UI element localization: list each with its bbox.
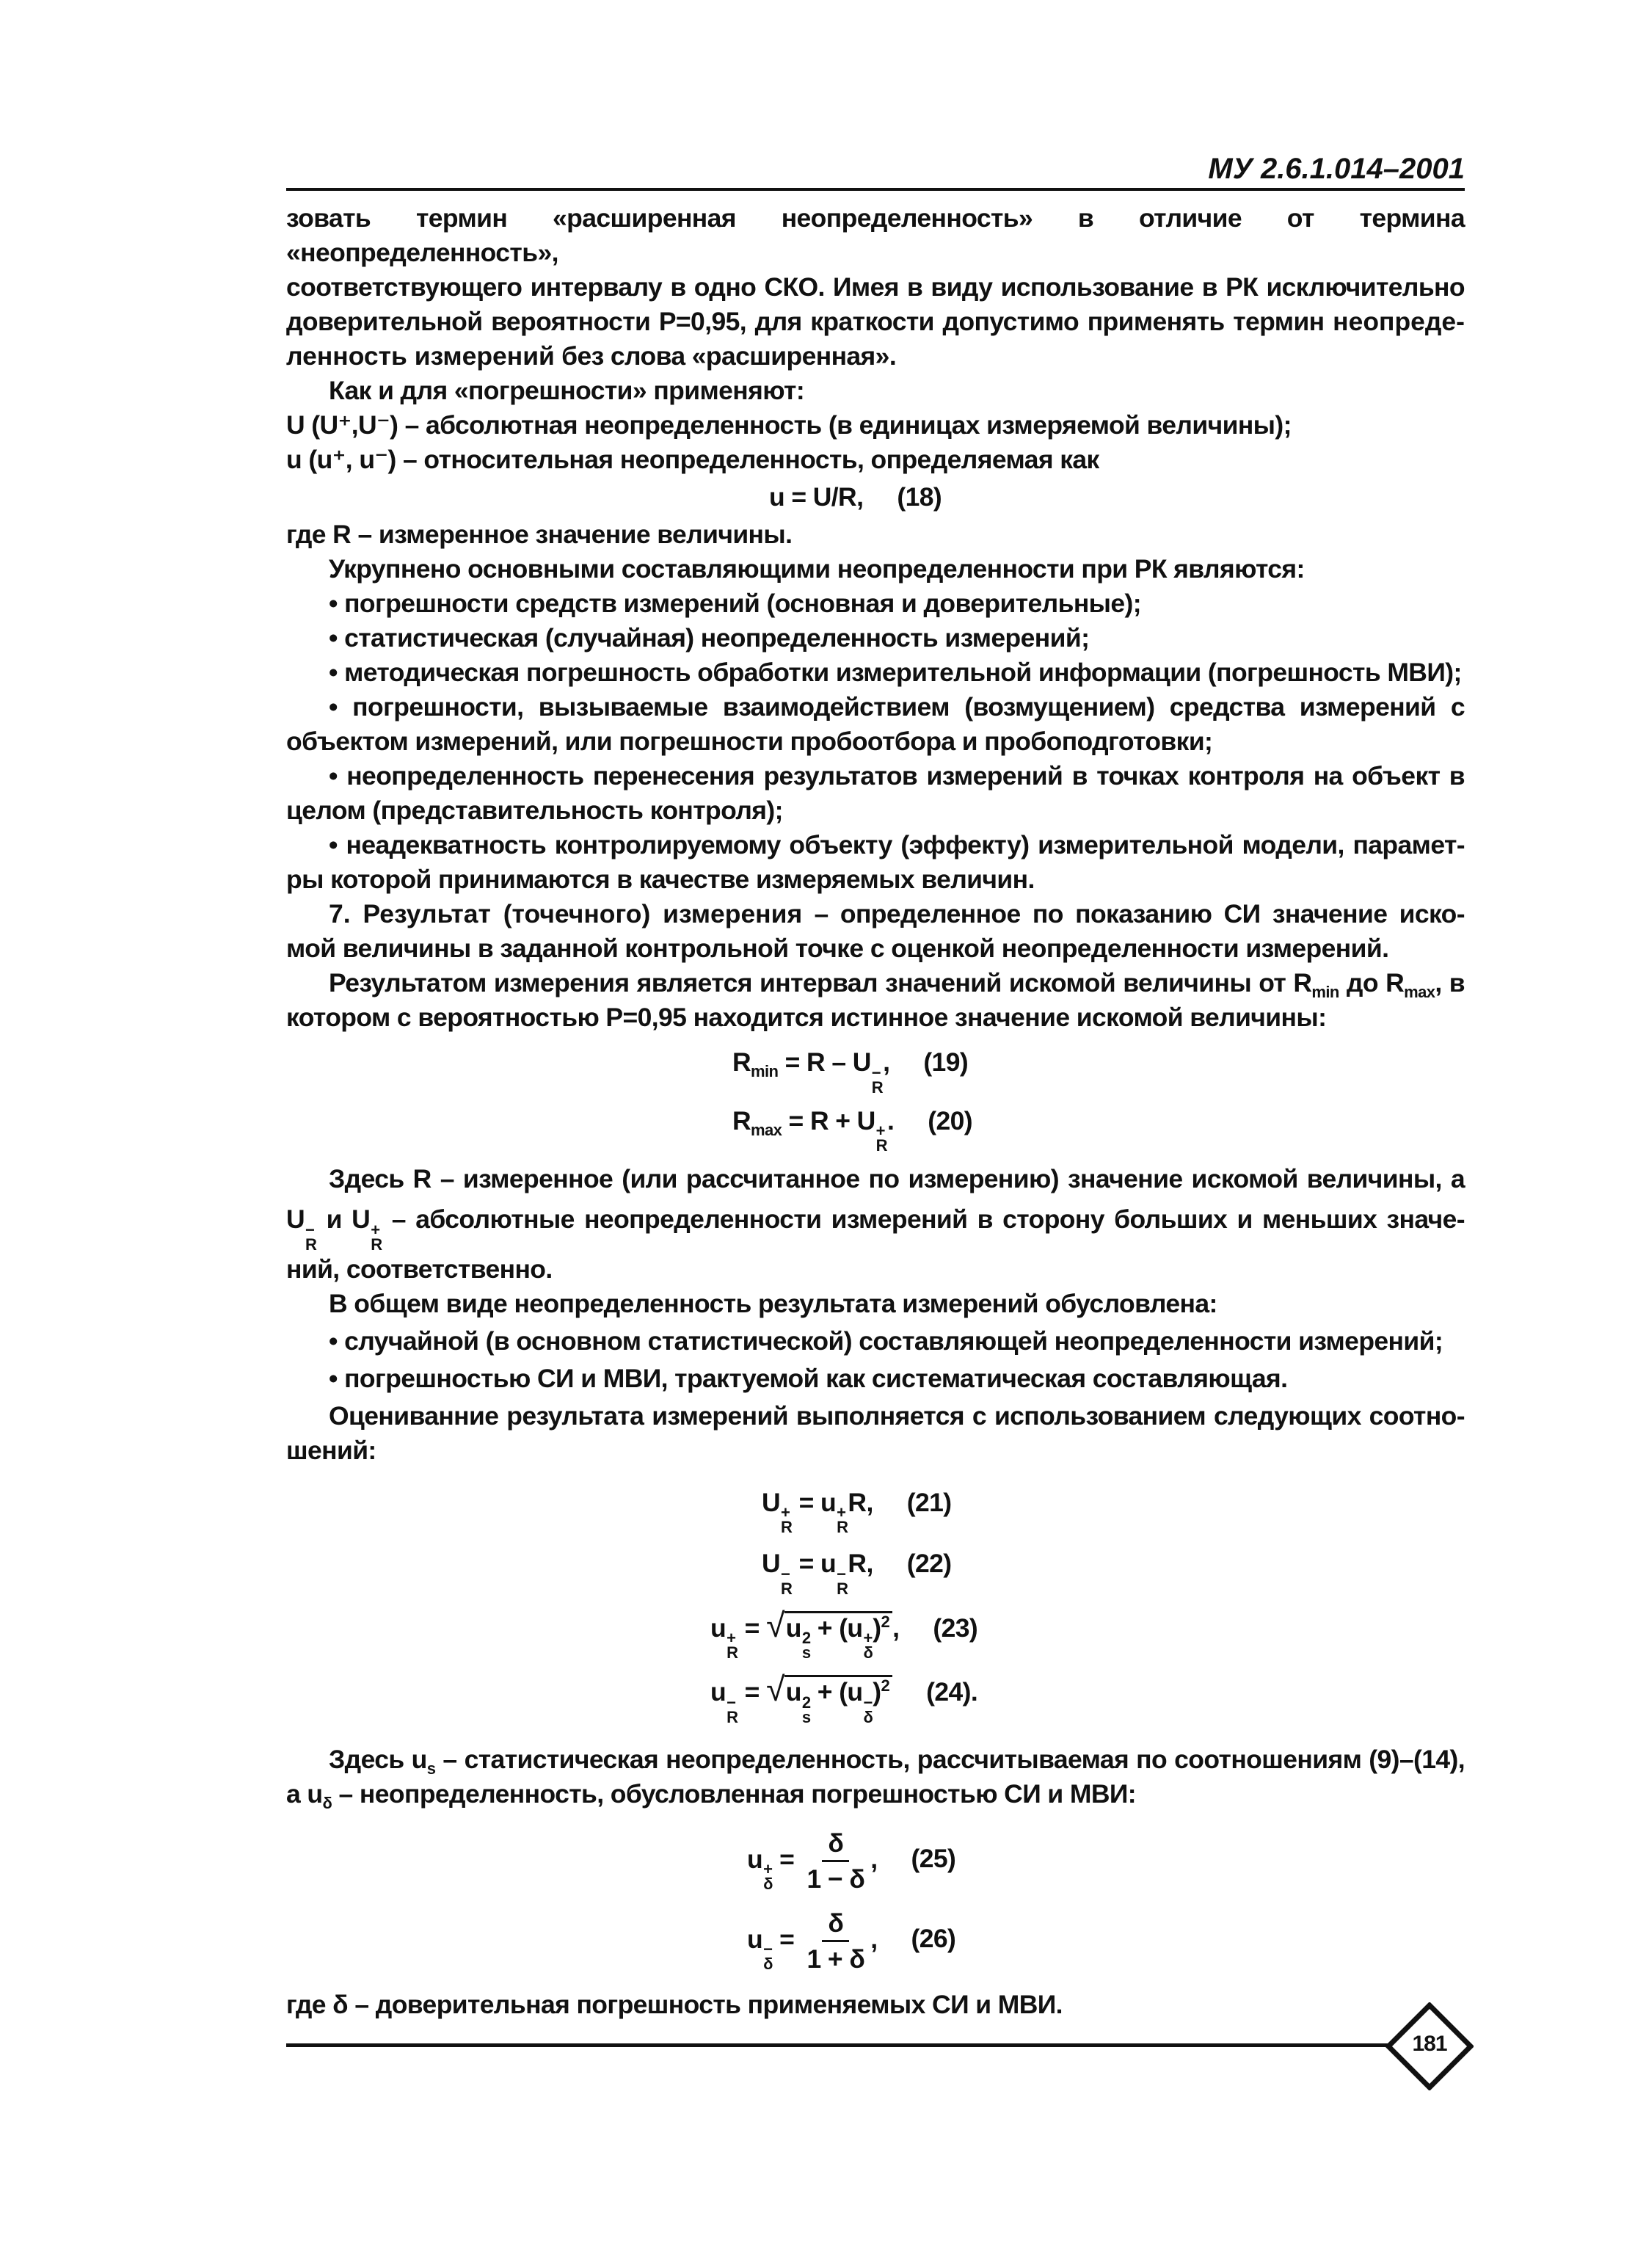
- equation-25: u + δ = $\frac{\delta}{1 - \delta}$ , (25): [286, 1826, 1465, 1896]
- text-line: соответствующего интервалу в одно СКО. Имея в виду использование в РК исключительно: [286, 272, 1465, 302]
- text-line: доверительной вероятности Р=0,95, для краткости допустимо применять термин неопреде-: [286, 307, 1465, 336]
- section-7-title: 7. Результат (точечного) измерения: [329, 899, 803, 928]
- equation-23: u + R = √u 2 s + (u + δ )$^2$ , (23): [710, 1605, 978, 1662]
- page-number: 181: [1412, 2032, 1447, 2056]
- equation-26: u − δ = $\frac{\delta}{1 + \delta}$ , (26): [286, 1906, 1465, 1976]
- text-line: котором с вероятностью Р=0,95 находится истинное значение искомой величины:: [286, 1003, 1327, 1032]
- definition-absolute: U (U⁺,U⁻) – абсолютная неопределенность (в единицах измеряемой величины);: [286, 410, 1292, 440]
- equation-18: u = U/R, (18): [769, 482, 942, 512]
- section-7: 7. Результат (точечного) измерения – определенное по показанию СИ значение иско-: [329, 899, 1465, 928]
- list-item: • погрешностью СИ и МВИ, трактуемой как систематическая составляющая.: [329, 1363, 1288, 1393]
- header-rule: [286, 188, 1465, 191]
- equation-21: U + R = u + R R, (21): [762, 1487, 952, 1537]
- list-item-cont: целом (представительность контроля);: [286, 796, 783, 825]
- text-line: Укрупнено основными составляющими неопределенности при РК являются:: [329, 554, 1305, 584]
- text-line: ленность измерений без слова «расширенная».: [286, 341, 897, 371]
- definition-relative: u (u⁺, u⁻) – относительная неопределенность, определяемая как: [286, 445, 1099, 474]
- text-line: Здесь $u_s$ – статистическая неопределенность, рассчитываемая по соотношениям (9)–(14),: [329, 1744, 1465, 1778]
- equation-19: $R_{min} = R - U$ − R , (19): [732, 1047, 969, 1097]
- list-item: • статистическая (случайная) неопределенность измерений;: [329, 623, 1090, 653]
- text-line: где δ – доверительная погрешность применяемых СИ и МВИ.: [286, 1989, 1063, 2019]
- text-line: В общем виде неопределенность результата измерений обусловлена:: [329, 1288, 1217, 1318]
- document-code-header: МУ 2.6.1.014–2001: [1208, 153, 1465, 185]
- text-line: Оцениванние результата измерений выполняется с использованием следующих соотно-: [329, 1400, 1465, 1431]
- equation-22: U − R = u − R R, (22): [762, 1549, 952, 1598]
- list-item: • неопределенность перенесения результатов измерений в точках контроля на объект в: [329, 761, 1465, 790]
- equation-20: $R_{max} = R + U$ + R . (20): [732, 1105, 972, 1155]
- text-line: шений:: [286, 1435, 376, 1465]
- term-highlight: неопреде-: [1333, 307, 1465, 336]
- footer-rule: [286, 2043, 1437, 2047]
- text-line: Результатом измерения является интервал значений искомой величины от $R_{min}$ до $R_{max}$, в: [329, 968, 1465, 1002]
- list-item: • погрешности средств измерений (основная и доверительные);: [329, 589, 1141, 618]
- list-item-cont: ры которой принимаются в качестве измеряемых величин.: [286, 865, 1035, 894]
- text-line: Как и для «погрешности» применяют:: [329, 376, 805, 405]
- text-line: зовать термин «расширенная неопределенность» в отличие от термина «неопределенность»,: [286, 203, 1465, 267]
- text-line: ний, соответственно.: [286, 1254, 553, 1284]
- list-item-cont: объектом измерений, или погрешности пробоотбора и пробоподготовки;: [286, 727, 1213, 756]
- list-item: • погрешности, вызываемые взаимодействием (возмущением) средства измерений с: [329, 692, 1465, 722]
- list-item: • неадекватность контролируемому объекту (эффекту) измерительной модели, парамет-: [329, 830, 1465, 859]
- list-item: • методическая погрешность обработки измерительной информации (погрешность МВИ);: [329, 658, 1462, 687]
- text-line: где R – измеренное значение величины.: [286, 520, 793, 549]
- body-text: [286, 201, 1465, 2022]
- list-item: • случайной (в основном статистической) составляющей неопределенности измерений;: [329, 1326, 1443, 1356]
- text-line: мой величины в заданной контрольной точке с оценкой неопределенности измерений.: [286, 934, 1389, 963]
- text-line: Здесь R – измеренное (или рассчитанное по измерению) значение искомой величины, а: [329, 1164, 1465, 1194]
- term-highlight: ленность измерений: [286, 341, 555, 371]
- equation-24: u − R = √u 2 s + (u − δ )$^2$ (24).: [710, 1670, 978, 1726]
- text-line: U − R и U + R – абсолютные неопределенности измерений в сторону больших и меньших значе-: [286, 1204, 1465, 1254]
- text-line: а $u_\delta$ – неопределенность, обусловленная погрешностью СИ и МВИ:: [286, 1778, 1137, 1812]
